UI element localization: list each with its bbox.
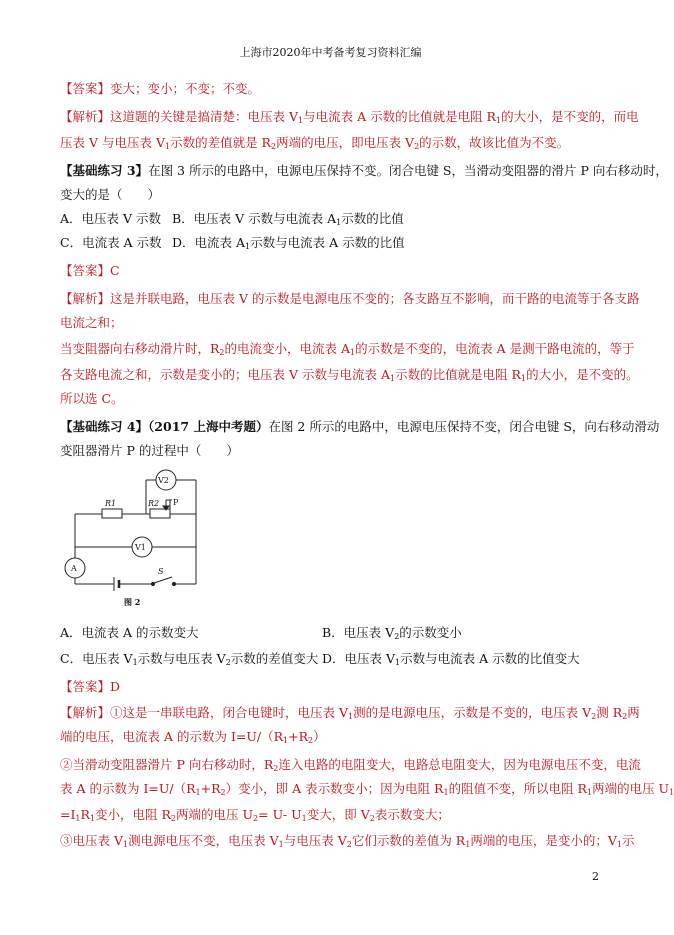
label-r1: R1 xyxy=(105,499,117,508)
q4-option-a: A．电流表 A 的示数变大 xyxy=(60,625,199,640)
label-s: S xyxy=(158,567,164,576)
q3-option-a: A．电压表 V 示数 xyxy=(60,211,162,226)
q3-analysis-line-5: 所以选 C。 xyxy=(60,391,124,406)
q4-analysis-line-4: 表 A 的示数为 $I=U/(R_1+R_2)$变小，即 A 表示数变小；因为电阻 $R_1$的阻值不变，所以电阻 $R_1$两端的电压 $U_1$ xyxy=(60,781,674,797)
label-r2: R2 xyxy=(148,499,160,508)
analysis-1-line-1: 【解析】这道题的关键是搞清楚：电压表 $V_1$与电流表 A 示数的比值就是电阻 $R_1$的大小，是不变的，而电 xyxy=(60,109,639,125)
q3-analysis-line-1: 【解析】这是并联电路，电压表 V 的示数是电源电压不变的；各支路互不影响，而干路的电流等于各支路 xyxy=(60,291,640,306)
q4-analysis-line-1: 【解析】①这是一串联电路，闭合电键时，电压表 $V_1$测的是电源电压，示数是不变的，电压表 $V_2$测 $R_2$两 xyxy=(60,705,640,721)
label-p: P xyxy=(173,498,179,507)
q3-analysis-line-4: 各支路电流之和，示数是变小的；电压表 V 示数与电流表 $A_1$示数的比值就是电阻 $R_1$的大小，是不变的。 xyxy=(60,367,639,383)
q3-stem-line-1: 【基础练习 3】在图 3 所示的电路中，电源电压保持不变。闭合电键 S，当滑动变阻器的滑片 P 向右移动时， xyxy=(60,163,668,178)
circuit-figure xyxy=(60,462,210,612)
q3-answer: 【答案】C xyxy=(60,263,120,278)
q4-analysis-line-3: ②当滑动变阻器滑片 P 向右移动时，$R_2$连入电路的电阻变大，电路总电阻变大，因为电源电压不变，电流 xyxy=(60,757,641,773)
page-number: 2 xyxy=(592,870,599,883)
q4-analysis-line-2: 端的电压，电流表 A 的示数为 $I=U/(R_1+R_2)$ xyxy=(60,729,326,745)
q4-option-c: C．电压表 $V_1$示数与电压表 $V_2$示数的差值变大 xyxy=(60,651,319,667)
label-v2: V2 xyxy=(158,476,169,485)
answer-1: 【答案】变大；变小；不变；不变。 xyxy=(60,81,261,96)
q4-stem-line-1: 【基础练习 4】（2017 上海中考题）在图 2 所示的电路中，电源电压保持不变，闭合电键 S，向右移动滑动 xyxy=(60,419,660,434)
q4-option-d: D．电压表 $V_1$示数与电流表 A 示数的比值变大 xyxy=(322,651,580,667)
switch-s xyxy=(154,577,172,583)
figure-caption: 图 2 xyxy=(124,597,141,607)
label-v1: V1 xyxy=(135,543,146,552)
q3-stem-line-2: 变大的是（ ） xyxy=(60,187,161,202)
q3-option-b: B．电压表 V 示数与电流表 $A_1$示数的比值 xyxy=(172,211,404,227)
q3-analysis-line-2: 电流之和； xyxy=(60,315,123,330)
q3-option-d: D．电流表 $A_1$示数与电流表 A 示数的比值 xyxy=(172,235,405,251)
analysis-1-line-2: 压表 V 与电压表 $V_1$示数的差值就是 $R_2$两端的电压，即电压表 $V_2$的示数，故该比值为不变。 xyxy=(60,135,570,151)
q4-answer: 【答案】D xyxy=(60,679,121,694)
resistor-r1 xyxy=(102,509,122,518)
q3-option-c: C．电流表 A 示数 xyxy=(60,235,162,250)
label-a: A xyxy=(71,564,77,573)
q4-analysis-line-6: ③电压表 $V_1$测电源电压不变，电压表 $V_1$与电压表 $V_2$它们示数的差值为 $R_1$两端的电压，是变小的；$V_1$示 xyxy=(60,833,635,849)
q3-analysis-line-3: 当变阻器向右移动滑片时，$R_2$的电流变小，电流表 $A_1$的示数是不变的，电流表 A 是测干路电流的，等于 xyxy=(60,341,635,357)
resistor-r2 xyxy=(150,509,170,518)
q4-stem-line-2: 变阻器滑片 P 的过程中（ ） xyxy=(60,443,239,458)
page-header: 上海市2020年中考备考复习资料汇编 xyxy=(239,46,422,59)
q4-option-b: B．电压表 $V_2$的示数变小 xyxy=(322,625,462,641)
q4-analysis-line-5: $=I_1R_1$变小，电阻 $R_2$两端的电压 $U_2= U-$ $U_1$变大，即 $V_2$表示数变大； xyxy=(60,807,450,823)
